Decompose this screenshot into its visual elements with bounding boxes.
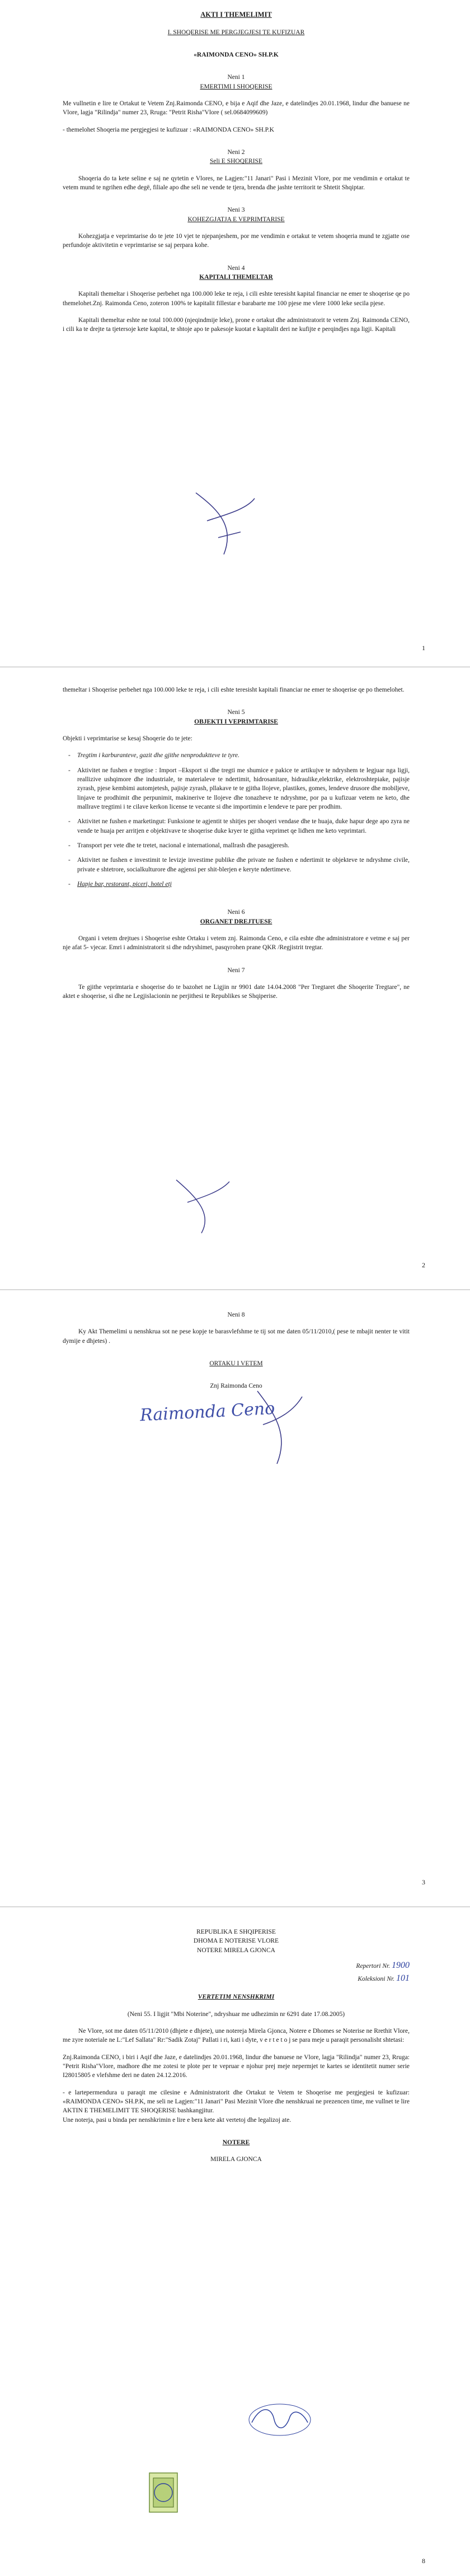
article-3-title: Neni 3 bbox=[227, 207, 245, 214]
list-item: - Hapje bar, restorant, piceri, hotel etj bbox=[77, 880, 410, 889]
notary-header-2: DHOMA E NOTERISE VLORE bbox=[193, 1938, 279, 1945]
article-6-body: Organi i vetem drejtues i Shoqerise eshte Ortaku i vetem znj. Raimonda Ceno, e cila eshte dhe administratore e vetme e saj per nje afat 5- vjecar. Emri i administratorit si dhe ndryshimet, pasqyrohen prane QKR /Regjistrit tregtar. bbox=[63, 935, 410, 951]
article-5-title: Neni 5 bbox=[227, 709, 245, 716]
activity-list bbox=[63, 751, 410, 889]
signature-mark bbox=[185, 487, 263, 566]
page-3-content bbox=[63, 1310, 410, 1391]
notary-name: MIRELA GJONCA bbox=[210, 2156, 262, 2163]
repertori-line bbox=[63, 1959, 410, 1972]
page-number: 3 bbox=[422, 1878, 425, 1886]
article-6-title: Neni 6 bbox=[227, 909, 245, 916]
document-page-1 bbox=[0, 0, 470, 666]
article-7-body: Te gjithe veprimtaria e shoqerise do te bazohet ne Ligjin nr 9901 date 14.04.2008 "Per Tregtaret dhe Shoqerite Tregtare", ne aktet e shoqerise, si dhe ne Legjislacionin ne perjithesi te Republikes se Shqiperise. bbox=[63, 983, 410, 1000]
koleksioni-value: 101 bbox=[396, 1973, 410, 1983]
notary-signature bbox=[246, 2400, 313, 2439]
signature-mark bbox=[246, 1385, 308, 1469]
repertori-label: Repertori Nr. bbox=[356, 1962, 391, 1970]
document-page-3 bbox=[0, 1290, 470, 1906]
notary-header-1: REPUBLIKA E SHQIPERISE bbox=[196, 1929, 276, 1935]
article-1-body-2: - themelohet Shoqeria me pergjegjesi te kufizuar : «RAIMONDA CENO» SH.P.K bbox=[63, 126, 274, 133]
document-page-2 bbox=[0, 668, 470, 1289]
page-number: 2 bbox=[422, 1261, 425, 1269]
certification-body-2: Znj.Raimonda CENO, i biri i Aqif dhe Jaze, e datelindjes 20.01.1968, lindur dhe banuese ne Vlore, lagja "Rilindja" numer 23, Rruga: "Petrit Risha"Vlore, madhore dhe me zotesi te plote per te vepruar e njohur prej meje nepermjet te kartes se identitetit numer serie I28015805 e vlefshme deri ne daten 24.12.2016. bbox=[63, 2054, 410, 2079]
article-2-subtitle: Seli E SHOQERISE bbox=[210, 158, 262, 165]
article-8-title: Neni 8 bbox=[227, 1312, 245, 1318]
page-number: 1 bbox=[422, 644, 425, 652]
article-5-intro: Objekti i veprimtarise se kesaj Shoqerie do te jete: bbox=[63, 735, 192, 742]
article-4-body-2: Kapitali themeltar eshte ne total 100.000 (njeqindmije leke), prone e ortakut dhe administratorit te vetem Znj. Raimonda CENO, i cili ka te drejte ta tjetersoje kete kapital, te shtoje apo te pakesoje kuotat e kapitalit deri ne kufijte e perqindjes nga ligji. Kapitali bbox=[63, 316, 410, 333]
article-2-title: Neni 2 bbox=[227, 149, 245, 156]
section-heading: I. SHOQERISE ME PERGJEGJESI TE KUFIZUAR bbox=[167, 29, 305, 36]
page-number: 8 bbox=[422, 2557, 425, 2565]
law-reference: (Neni 55. I ligjit "Mbi Noterine", ndryshuar me udhezimin nr 6291 date 17.08.2005) bbox=[127, 2010, 345, 2018]
certification-body-1: Ne Vlore, sot me daten 05/11/2010 (dhjete e dhjete), une notereja Mirela Gjonca, Notere e Dhomes se Noterise ne Rrethit Vlore, me zyre noteriale ne L:"Lef Sallata" Rr:"Sadik Zotaj" Pallati i ri, kati i dyte, v e r t e t o j se para meje u paraqit personalisht shtetasi: bbox=[63, 2028, 410, 2044]
article-8-body: Ky Akt Themelimi u nenshkrua sot ne pese kopje te barasvlefshme te tij sot me daten 05/11/2010,( pese te mbajit nenter te vitit dymije e dhjetes) . bbox=[63, 1328, 410, 1345]
certification-title: VERTETIM NENSHKRIMI bbox=[198, 1994, 275, 2001]
article-2-body: Shoqeria do ta kete seline e saj ne qytetin e Vlores, ne Lagjen:"11 Janari" Pasi i Mezinit Vlore, por me vendimin e ortakut te vetem mund te ngrihen edhe degë, filiale apo dhe seli ne vende te tjera, brenda dhe jashte territorit te Shtetit Shqiptar. bbox=[63, 175, 410, 192]
partner-name: Znj Raimonda Ceno bbox=[210, 1383, 262, 1390]
document-page-4 bbox=[0, 1907, 470, 2576]
stamp-icon bbox=[147, 2470, 180, 2515]
notary-label: NOTERE bbox=[222, 2139, 250, 2146]
article-1-subtitle: EMERTIMI I SHOQERISE bbox=[200, 83, 272, 90]
sole-partner-label: ORTAKU I VETEM bbox=[209, 1360, 263, 1367]
list-item: - Aktivitet ne fushen e marketingut: Funksione te agjentit te shitjes per shoqeri vendase dhe te huaja, duke hapur dege apo zyra ne vende te huaja per arritjen e objektivave te shoqerise duke kryer te gjitha veprimet qe lidhen me keto veprimtari. bbox=[77, 817, 410, 836]
list-item: - Aktivitet ne fushen e tregtise : Import –Eksport si dhe tregti me shumice e pakice te artikujve te ndryshem te legjuar nga ligji, reallizive ushqimore dhe industriale, te materialeve te ndertimit, hidrosanitare, hidraulike,elektrike, elektroshtepiake, pajisje zyrash, pjese kembimi automjetesh, pajisje zyrash, pllakave te te gjitha llojeve, plastikes, gomes, lendeve drusore dhe mobiljeve, linjave te prodhimit dhe perpunimit, makinerive te llojeve dhe tonazheve te ndryshme, por pa u kufizuar vetem ne keto, dhe mallrave tregtimi i te cilave kerkon license te vecante si dhe importimin e lendeve te pare per prodhim. bbox=[77, 766, 410, 812]
certification-body-3: - e lartepermendura u paraqit me cilesine e Administratorit dhe Ortakut te Vetem te Shoqerise me pergjegjesi te kufizuar: «RAIMONDA CENO» SH.P.K, me seli ne Lagjen:"11 Janari" Pasi Mezinit Vlore dhe nenshkruai ne prezencen time, me vullnet te lire AKTIN E THEMELIMIT TE SHOQERISE bashkangjitur. bbox=[63, 2089, 410, 2115]
handwritten-signature: Raimonda Ceno bbox=[139, 1398, 276, 1426]
article-5-subtitle: OBJEKTI I VEPRIMTARISE bbox=[194, 718, 278, 725]
article-1-title: Neni 1 bbox=[227, 74, 245, 81]
article-6-subtitle: ORGANET DREJTUESE bbox=[200, 918, 272, 925]
company-name: «RAIMONDA CENO» SH.P.K bbox=[194, 52, 279, 59]
page-4-content bbox=[63, 1928, 410, 2164]
list-item: - Transport per vete dhe te tretet, nacional e international, mallrash dhe pasagjeresh. bbox=[77, 841, 410, 850]
notary-header-3: NOTERE MIRELA GJONCA bbox=[197, 1947, 275, 1954]
koleksioni-label: Koleksioni Nr. bbox=[358, 1975, 395, 1982]
article-4-subtitle: KAPITALI THEMELTAR bbox=[199, 274, 273, 281]
article-1-body: Me vullnetin e lire te Ortakut te Vetem Znj.Raimonda CENO, e bija e Aqif dhe Jaze, e datelindjes 20.01.1968, lindur dhe banuese ne Vlore, lagja "Rilindja" numer 23, Rruga: "Petrit Risha"Vlore ( sel.0684099609) bbox=[63, 100, 410, 116]
capital-continuation: themeltar i Shoqerise perbehet nga 100.000 leke te reja, i cili eshte teresisht kapitali financiar ne emer te shoqerise qe po themelohet. bbox=[63, 687, 405, 693]
article-3-body: Kohezgjatja e veprimtarise do te jete 10 vjet te njepanjeshem, por me vendimin e ortakut te vetem shoqeria mund te zgjatte ose perfundoje aktivitetin e veprimtarise se saj perpara kohe. bbox=[63, 233, 410, 249]
list-item: - Aktivitet ne fushen e investimit te levizje investime publike dhe private ne fushen e ndertimit te objekteve te ndryshme civile, private e shtetrore, socialkulturore dhe agjensi per shit-blerjen e keryte ndertimeve. bbox=[77, 856, 410, 874]
article-3-subtitle: KOHEZGJATJA E VEPRIMTARISE bbox=[187, 216, 285, 223]
repertori-value: 1900 bbox=[392, 1960, 410, 1970]
signature-mark bbox=[168, 1172, 235, 1239]
article-4-title: Neni 4 bbox=[227, 264, 245, 272]
page-2-content bbox=[63, 685, 410, 1001]
page-1-content bbox=[63, 10, 410, 334]
document-title: AKTI I THEMELIMIT bbox=[200, 11, 272, 18]
article-4-body: Kapitali themeltar i Shoqerise perbehet nga 100.000 leke te reja, i cili eshte teresisht kapital financiar ne emer te shoqerise qe po themelohet.Znj. Raimonda Ceno, zoteron 100% te kapitalit fillestar e barabarte me 100 pjese me vlere 1000 leke secila pjese. bbox=[63, 291, 410, 307]
koleksioni-line bbox=[63, 1972, 410, 1985]
certification-body-4: Une noterja, pasi u binda per nenshkrimin e lire e bera kete akt vertetoj dhe legalizoj ate. bbox=[63, 2116, 292, 2124]
article-7-title: Neni 7 bbox=[227, 967, 245, 974]
list-item: - Tregtim i karburanteve, gazit dhe gjithe nenproduktteve te tyre. bbox=[77, 751, 410, 760]
